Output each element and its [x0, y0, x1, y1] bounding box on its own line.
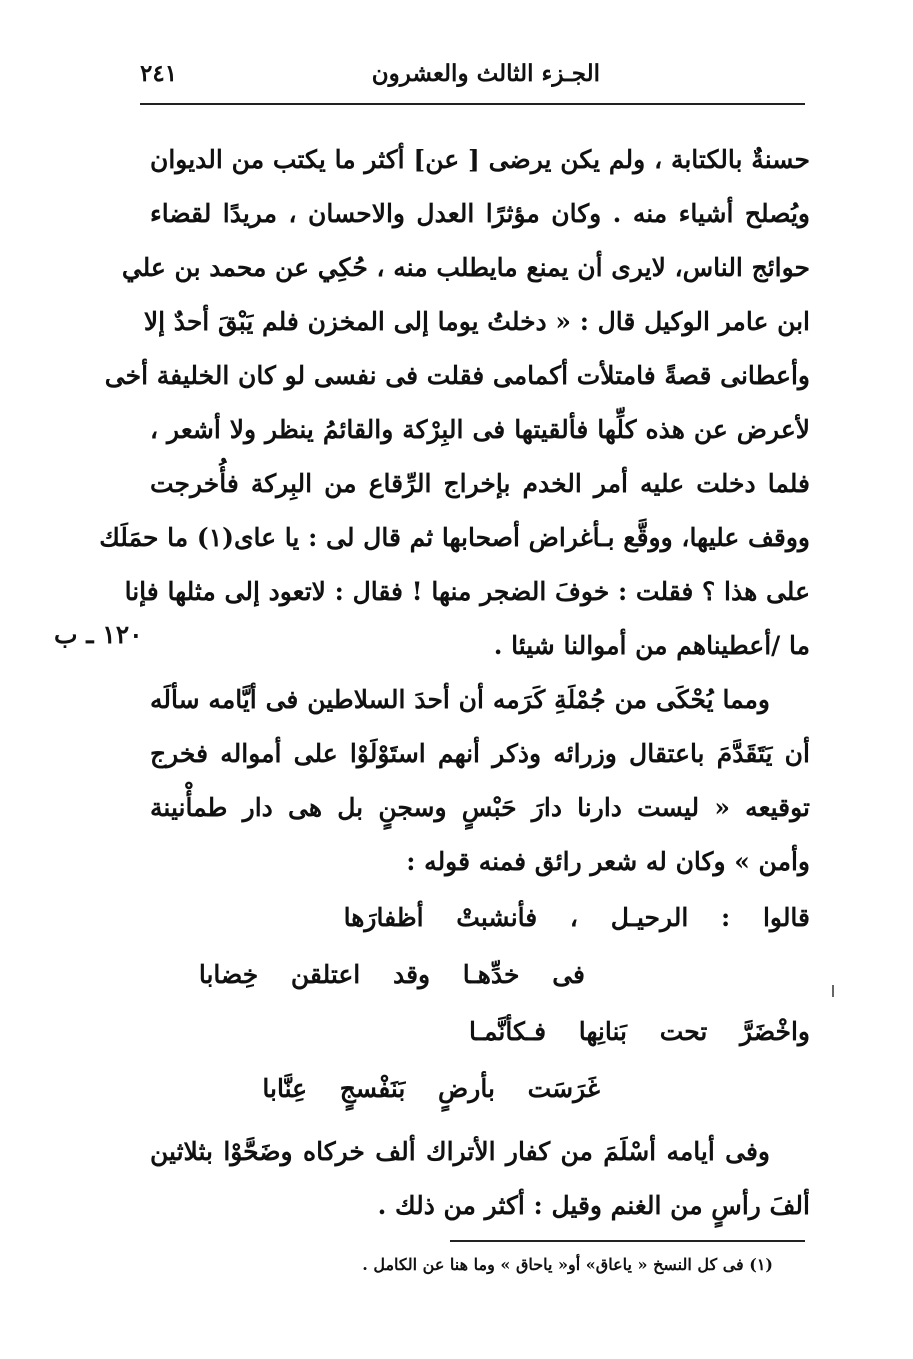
verse-line: غَرَسَت بأرضٍ بَنَفْسجٍ عِنَّابا — [262, 1074, 600, 1103]
text-line: توقيعه « ليست دارنا دارَ حَبْسٍ وسجنٍ بل هى دار طمأْنينة — [150, 793, 810, 822]
main-text — [99, 133, 810, 1233]
text-line: ابن عامر الوكيل قال : « دخلتُ يوما إلى المخزن فلم يَبْقَ أحدٌ إلا — [143, 307, 810, 336]
verse-line: قالوا : الرحيـل ، فأنشبتْ أظفارَها — [343, 903, 810, 932]
text-line: على هذا ؟ فقلت : خوفَ الضجر منها ! فقال : لاتعود إلى مثلها فإنا — [124, 577, 810, 606]
text-line: حسنةٌ بالكتابة ، ولم يكن يرضى [ عن] أكثر ما يكتب من الديوان — [150, 145, 810, 174]
page-number: ٢٤١ — [140, 60, 178, 87]
text-line: ومما يُحْكَى من جُمْلَةِ كَرَمه أن أحدَ السلاطين فى أيَّامه سألَه — [150, 685, 770, 714]
text-line: أن يَتَقَدَّمَ باعتقال وزرائه وذكر أنهم استَوْلَوْا على أمواله فخرج — [150, 739, 810, 768]
footnote-rule — [450, 1240, 805, 1242]
page-header — [140, 58, 805, 98]
header-rule — [140, 103, 805, 105]
text-line: وفى أيامه أسْلَمَ من كفار الأتراك ألف خركاه وضَحَّوْا بثلاثين — [150, 1137, 770, 1166]
text-line: ووقف عليها، ووقَّع بـأغراض أصحابها ثم قال لى : يا عاى(١) ما حمَلَك — [99, 523, 810, 552]
text-line: وأمن » وكان له شعر رائق فمنه قوله : — [406, 847, 810, 876]
spacer — [150, 1117, 810, 1125]
text-line: ألفَ رأسٍ من الغنم وقيل : أكثر من ذلك . — [377, 1191, 810, 1220]
text-line: فلما دخلت عليه أمر الخدم بإخراج الرِّقاع من البِركة فأُخرجت — [150, 469, 810, 498]
text-line: ما /أعطيناهم من أموالنا شيئا . — [493, 631, 810, 660]
footnote: (١) فى كل النسخ « ياعاق» أو« ياحاق » وما هنا عن الكامل . — [362, 1255, 773, 1274]
text-line: ويُصلح أشياء منه . وكان مؤثرًا العدل والاحسان ، مريدًا لقضاء — [150, 199, 810, 228]
verse-line: واخْضَرَّ تحت بَنانِها فـكأنَّمـا — [469, 1017, 810, 1046]
scan-mark — [832, 985, 834, 997]
text-line: وأعطانى قصةً فامتلأت أكمامى فقلت فى نفسى لو كان الخليفة أخى — [104, 361, 810, 390]
margin-reference: ١٢٠ ـ ب — [54, 620, 143, 649]
text-line: حوائج الناس، لايرى أن يمنع مايطلب منه ، حُكِي عن محمد بن علي — [121, 253, 810, 282]
verse-line: فى خدِّهـا وقد اعتلقن خِضابا — [198, 960, 585, 989]
text-line: لأعرض عن هذه كلِّها فألقيتها فى البِرْكة والقائمُ ينظر ولا أشعر ، — [150, 415, 810, 444]
running-title: الجـزء الثالث والعشرون — [371, 60, 600, 87]
